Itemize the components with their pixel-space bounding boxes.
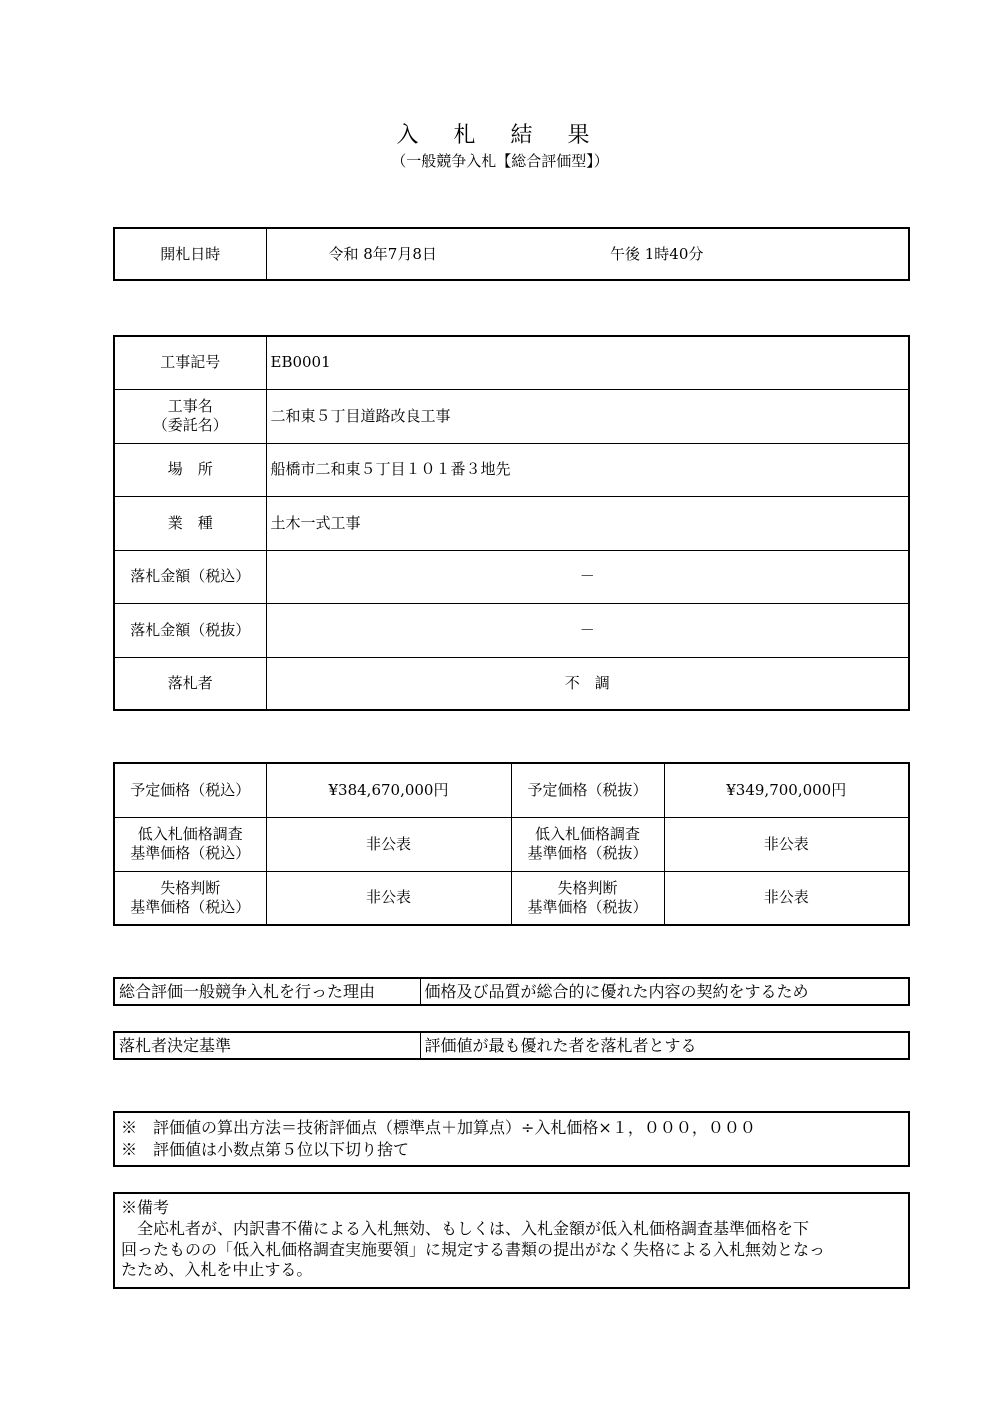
disq-incl-label [114, 871, 266, 925]
planned-incl-label: 予定価格（税込） [114, 763, 266, 817]
price-excl-label: 落札金額（税抜） [114, 603, 266, 657]
low-incl-label [114, 817, 266, 871]
remarks-line-3: たため、入札を中止する。 [121, 1260, 313, 1280]
project-code: EB0001 [266, 336, 909, 389]
project-name: 二和東５丁目道路改良工事 [266, 389, 909, 443]
price-incl-value: － [266, 550, 909, 603]
project-name-label-line2: （委託名） [152, 416, 228, 434]
disq-excl-label [511, 871, 664, 925]
price-incl-label: 落札金額（税込） [114, 550, 266, 603]
price-excl-value: － [266, 603, 909, 657]
reason-value: 価格及び品質が総合的に優れた内容の契約をするため [420, 978, 909, 1005]
criteria-value: 評価値が最も優れた者を落札者とする [420, 1032, 909, 1059]
low-excl-value: 非公表 [664, 817, 909, 871]
reason-label: 総合評価一般競争入札を行った理由 [114, 978, 420, 1005]
remarks-box [113, 1192, 910, 1289]
opening-date: 令和 8年7月8日 [266, 228, 516, 280]
note-line-1: ※ 評価値の算出方法＝技術評価点（標準点＋加算点）÷入札価格×１，０００，０００ [121, 1117, 756, 1137]
low-incl-value: 非公表 [266, 817, 511, 871]
opening-time: 午後 1時40分 [516, 228, 909, 280]
page-title: 入 札 結 果 [396, 123, 604, 148]
winner-label: 落札者 [114, 657, 266, 710]
criteria-table [113, 1031, 910, 1060]
disq-incl-label-line1: 失格判断 [160, 879, 221, 897]
opening-table [113, 227, 910, 281]
remarks-heading: ※備考 [121, 1198, 170, 1217]
disq-excl-label-line2: 基準価格（税抜） [527, 897, 648, 916]
disq-incl-label-line2: 基準価格（税込） [130, 897, 251, 916]
opening-label: 開札日時 [114, 228, 266, 280]
notes-box [113, 1111, 910, 1167]
remarks-line-2: 回ったものの「低入札価格調査実施要領」に規定する書類の提出がなく失格による入札無効となっ [121, 1239, 826, 1259]
criteria-label: 落札者決定基準 [114, 1032, 420, 1059]
project-name-label [114, 389, 266, 443]
planned-incl-value: ¥384,670,000円 [266, 763, 511, 817]
note-line-2: ※ 評価値は小数点第５位以下切り捨て [121, 1140, 410, 1159]
planned-excl-value: ¥349,700,000円 [664, 763, 909, 817]
low-incl-label-line1: 低入札価格調査 [137, 825, 243, 844]
disq-incl-value: 非公表 [266, 871, 511, 925]
type-label: 業 種 [114, 496, 266, 550]
low-incl-label-line2: 基準価格（税込） [130, 844, 251, 862]
place-label: 場 所 [114, 443, 266, 496]
low-excl-label-line2: 基準価格（税抜） [527, 844, 648, 862]
reason-table [113, 977, 910, 1006]
project-code-label: 工事記号 [114, 336, 266, 389]
price-table [113, 762, 910, 926]
disq-excl-value: 非公表 [664, 871, 909, 925]
page-subtitle: （一般競争入札【総合評価型】） [391, 152, 609, 170]
type-value: 土木一式工事 [266, 496, 909, 550]
project-name-label-line1: 工事名 [167, 397, 213, 416]
disq-excl-label-line1: 失格判断 [557, 879, 618, 897]
notes-cell [114, 1112, 909, 1166]
project-table [113, 335, 910, 711]
place-value: 船橋市二和東５丁目１０１番３地先 [266, 443, 909, 496]
low-excl-label [511, 817, 664, 871]
remarks-line-1: 全応札者が、内訳書不備による入札無効、もしくは、入札金額が低入札価格調査基準価格を下 [121, 1218, 810, 1238]
winner-value: 不 調 [266, 657, 909, 710]
low-excl-label-line1: 低入札価格調査 [534, 825, 640, 844]
remarks-cell [114, 1193, 909, 1288]
planned-excl-label: 予定価格（税抜） [511, 763, 664, 817]
